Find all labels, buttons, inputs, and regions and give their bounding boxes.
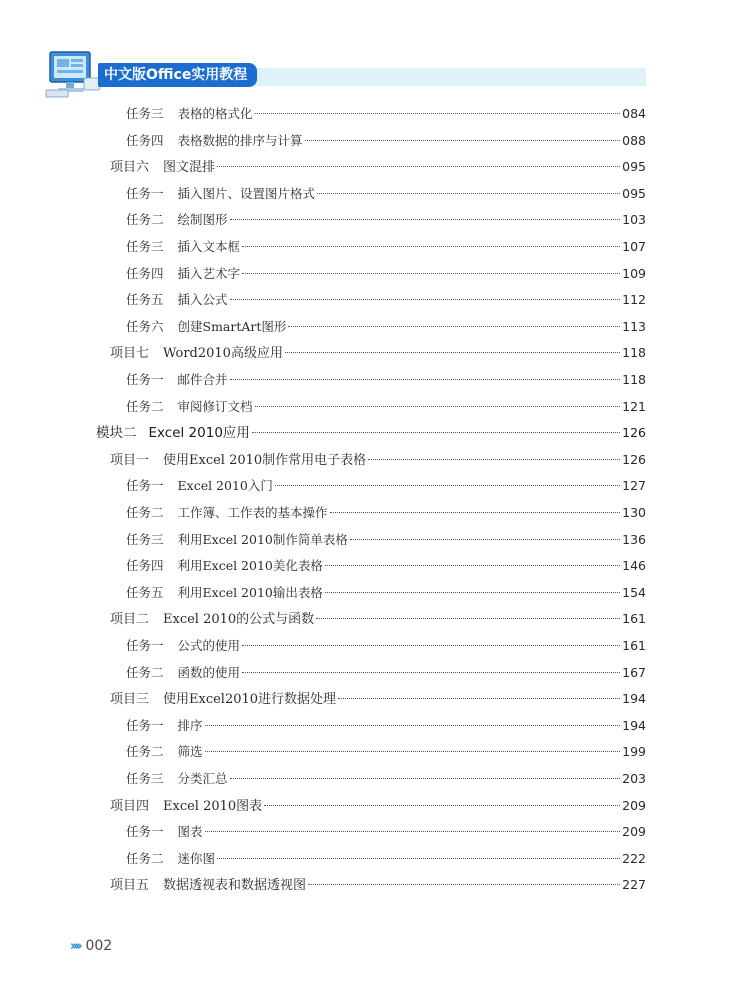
toc-entry-page: 095 (622, 185, 646, 201)
dot-leader (230, 219, 621, 220)
toc-entry-number: 项目四 (110, 798, 150, 814)
toc-entry-task (126, 211, 646, 229)
dot-leader (288, 326, 620, 327)
toc-entry-task (126, 637, 646, 655)
toc-entry-page: 127 (622, 478, 646, 494)
toc-entry-title: 图文混排 (163, 160, 216, 176)
toc-entry-title: 表格数据的排序与计算 (177, 132, 303, 148)
toc-entry-number: 任务五 (126, 584, 164, 600)
toc-entry-page: 209 (622, 824, 646, 840)
toc-entry-number: 项目五 (110, 878, 150, 894)
toc-entry-task (126, 504, 646, 522)
toc-entry-title: 利用Excel 2010美化表格 (177, 558, 323, 574)
dot-leader (325, 565, 620, 566)
dot-leader (325, 592, 620, 593)
dot-leader (305, 140, 621, 141)
toc-entry-number: 任务五 (126, 292, 164, 308)
toc-entry-title: 工作簿、工作表的基本操作 (177, 505, 328, 520)
toc-entry-task (126, 531, 646, 549)
toc-entry-page: 103 (622, 212, 646, 228)
toc-entry-number: 项目二 (110, 612, 150, 628)
toc-entry-task (126, 477, 646, 495)
dot-leader (230, 379, 621, 380)
toc-entry-page: 088 (622, 132, 646, 148)
toc-entry-task (126, 584, 646, 602)
toc-entry-task (126, 743, 646, 761)
dot-leader (255, 113, 621, 114)
toc-entry-title: 绘制图形 (177, 212, 228, 228)
toc-entry-title: 公式的使用 (177, 638, 241, 653)
page-number: 002 (85, 938, 113, 954)
toc-entry-number: 任务二 (126, 744, 164, 760)
dot-leader (308, 884, 620, 885)
dot-leader (275, 485, 620, 486)
toc-entry-title: 表格的格式化 (177, 106, 253, 121)
toc-entry-project (110, 344, 646, 362)
toc-entry-number: 任务一 (126, 185, 164, 201)
dot-leader (230, 299, 621, 300)
toc-entry-page: 227 (622, 877, 646, 893)
toc-entry-number: 项目一 (110, 452, 150, 468)
toc-entry-title: Excel 2010图表 (163, 798, 263, 814)
toc-entry-title: Word2010高级应用 (163, 346, 283, 362)
toc-entry-task (126, 398, 646, 416)
toc-entry-title: 迷你图 (177, 850, 216, 866)
toc-entry-page: 126 (622, 451, 646, 467)
toc-entry-title: 利用Excel 2010输出表格 (177, 584, 323, 600)
dot-leader (316, 618, 620, 619)
toc-entry-project (110, 876, 646, 894)
dot-leader (242, 246, 620, 247)
toc-entry-page: 095 (622, 159, 646, 175)
dot-leader (252, 432, 620, 433)
toc-entry-page: 109 (622, 265, 646, 281)
toc-entry-project (110, 797, 646, 815)
dot-leader (205, 725, 621, 726)
toc-entry-project (110, 610, 646, 628)
toc-entry-number: 任务一 (126, 717, 164, 733)
toc-entry-page: 126 (622, 425, 646, 441)
toc-entry-page: 118 (622, 345, 646, 361)
toc-entry-task (126, 371, 646, 389)
toc-entry-number: 任务二 (126, 398, 164, 414)
toc-entry-number: 任务六 (126, 318, 164, 334)
toc-entry-task (126, 717, 646, 735)
dot-leader (242, 672, 620, 673)
toc-entry-title: 创建SmartArt图形 (177, 318, 287, 334)
toc-entry-task (126, 185, 646, 203)
toc-entry-number: 项目六 (110, 160, 150, 176)
page-header (0, 0, 742, 110)
toc-entry-task (126, 291, 646, 309)
toc-entry-title: 审阅修订文档 (177, 398, 253, 414)
book-title: 中文版Office实用教程 (98, 63, 257, 87)
toc-entry-number: 任务二 (126, 505, 164, 520)
dot-leader (217, 858, 620, 859)
computer-monitor-icon (44, 48, 104, 100)
toc-entry-page: 113 (622, 318, 646, 334)
toc-entry-task (126, 823, 646, 841)
toc-entry-page: 121 (622, 398, 646, 414)
toc-entry-page: 222 (622, 850, 646, 866)
toc-entry-title: 利用Excel 2010制作简单表格 (177, 531, 348, 547)
toc-entry-project (110, 451, 646, 469)
toc-entry-title: 插入公式 (177, 292, 228, 308)
dot-leader (230, 778, 621, 779)
toc-entry-title: 插入文本框 (177, 239, 241, 254)
toc-entry-title: 函数的使用 (177, 664, 241, 680)
dot-leader (217, 166, 620, 167)
toc-entry-task (126, 132, 646, 150)
toc-entry-title: 邮件合并 (177, 372, 228, 387)
toc-entry-number: 任务四 (126, 132, 164, 148)
toc-entry-number: 任务一 (126, 478, 164, 494)
toc-entry-page: 209 (622, 797, 646, 813)
toc-entry-number: 任务一 (126, 638, 164, 653)
toc-entry-title: 使用Excel 2010制作常用电子表格 (163, 452, 367, 468)
toc-entry-title: 数据透视表和数据透视图 (163, 878, 307, 894)
toc-entry-page: 154 (622, 584, 646, 600)
page-footer (70, 936, 112, 956)
toc-entry-title: 分类汇总 (177, 771, 228, 786)
toc-entry-number: 项目七 (110, 346, 150, 362)
dot-leader (242, 273, 620, 274)
toc-entry-page: 084 (622, 106, 646, 121)
toc-entry-task (126, 770, 646, 788)
toc-entry-module (96, 424, 646, 442)
dot-leader (255, 406, 621, 407)
toc-entry-title: 插入艺术字 (177, 265, 241, 281)
toc-entry-number: 任务三 (126, 531, 164, 547)
toc-entry-number: 任务二 (126, 664, 164, 680)
dot-leader (285, 352, 620, 353)
dot-leader (350, 539, 620, 540)
toc-entry-page: 107 (622, 239, 646, 254)
toc-entry-title: 插入图片、设置图片格式 (177, 185, 316, 201)
toc-entry-title: Excel 2010应用 (148, 425, 250, 442)
toc-entry-number: 任务一 (126, 824, 164, 840)
toc-entry-page: 194 (622, 691, 646, 707)
dot-leader (368, 459, 620, 460)
toc-entry-page: 203 (622, 771, 646, 786)
toc-entry-task (126, 557, 646, 575)
toc-entry-title: 筛选 (177, 744, 203, 760)
toc-entry-title: 图表 (177, 824, 203, 840)
toc-entry-project (110, 690, 646, 708)
toc-entry-page: 167 (622, 664, 646, 680)
toc-entry-number: 任务四 (126, 558, 164, 574)
toc-entry-page: 194 (622, 717, 646, 733)
toc-entry-page: 136 (622, 531, 646, 547)
toc-entry-page: 118 (622, 372, 646, 387)
toc-entry-page: 146 (622, 558, 646, 574)
toc-entry-page: 130 (622, 505, 646, 520)
dot-leader (330, 512, 621, 513)
toc-entry-task (126, 318, 646, 336)
toc-entry-project (110, 158, 646, 176)
arrows-icon: ›››› (70, 938, 80, 954)
toc-entry-title: Excel 2010入门 (177, 478, 273, 494)
toc-entry-number: 任务四 (126, 265, 164, 281)
toc-entry-title: Excel 2010的公式与函数 (163, 612, 315, 628)
toc-entry-title: 排序 (177, 717, 203, 733)
dot-leader (338, 698, 620, 699)
toc-entry-number: 模块二 (96, 425, 137, 442)
toc-entry-number: 任务三 (126, 106, 164, 121)
toc-entry-page: 161 (622, 638, 646, 653)
toc-entry-number: 任务二 (126, 850, 164, 866)
toc-entry-page: 199 (622, 744, 646, 760)
dot-leader (264, 805, 620, 806)
toc-entry-page: 161 (622, 611, 646, 627)
toc-entry-number: 项目三 (110, 692, 150, 708)
dot-leader (242, 645, 620, 646)
toc-entry-task (126, 265, 646, 283)
toc-entry-page: 112 (622, 292, 646, 308)
dot-leader (205, 751, 621, 752)
toc-entry-task (126, 664, 646, 682)
toc-entry-number: 任务三 (126, 771, 164, 786)
toc-entry-task (126, 238, 646, 256)
dot-leader (317, 193, 620, 194)
toc-entry-task (126, 850, 646, 868)
toc-entry-number: 任务二 (126, 212, 164, 228)
toc-entry-task (126, 105, 646, 123)
toc-entry-title: 使用Excel2010进行数据处理 (163, 692, 337, 708)
toc-entry-number: 任务三 (126, 239, 164, 254)
toc-entry-number: 任务一 (126, 372, 164, 387)
dot-leader (205, 831, 621, 832)
